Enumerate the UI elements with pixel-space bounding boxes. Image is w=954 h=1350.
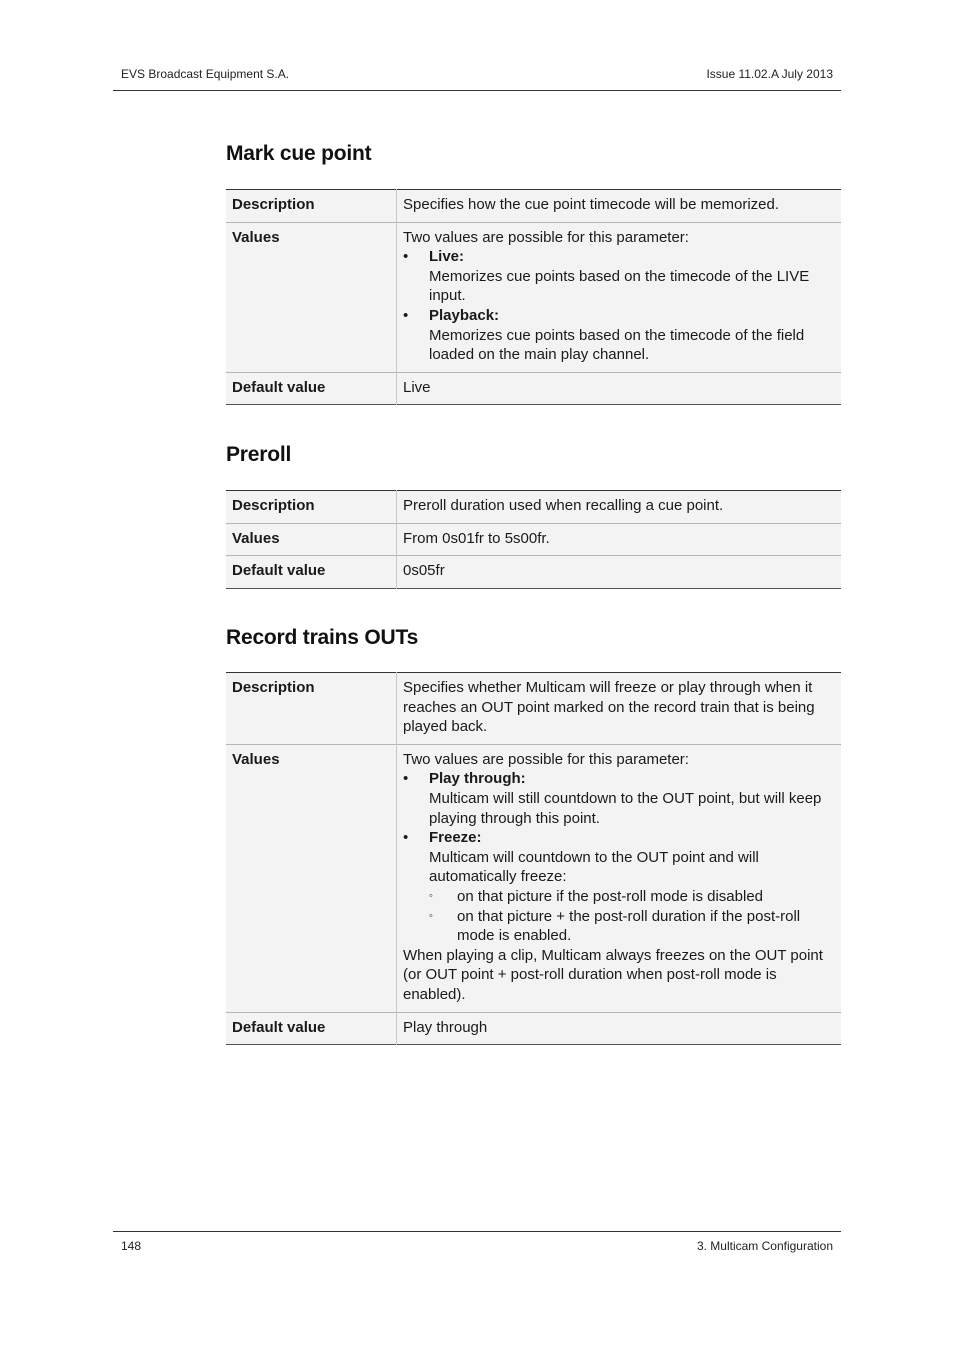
table-row: [226, 491, 841, 524]
row-label-default: Default value: [226, 372, 397, 405]
row-label-description: Description: [226, 673, 397, 745]
row-value-description: Specifies whether Multicam will freeze or play through when it reaches an OUT point marked on the record train that is being played back.: [397, 673, 842, 745]
sub-item-text: on that picture + the post-roll duration if the post-roll mode is enabled.: [457, 907, 801, 945]
list-item: [403, 306, 835, 365]
row-label-values: Values: [226, 744, 397, 1012]
row-value-values: [397, 222, 842, 372]
footer-page-number: 148: [121, 1239, 142, 1253]
table-row: [226, 523, 841, 556]
option-text: Multicam will countdown to the OUT point and will automatically freeze:: [429, 848, 759, 886]
table-row: [226, 673, 841, 745]
table-row: [226, 190, 841, 223]
row-label-description: Description: [226, 491, 397, 524]
section-title-preroll: Preroll: [226, 443, 292, 466]
header-issue: Issue 11.02.A July 2013: [706, 67, 833, 81]
option-text: Multicam will still countdown to the OUT point, but will keep playing through this point.: [429, 789, 822, 827]
sub-bullet-mark: ◦: [429, 889, 433, 902]
table-row: [226, 556, 841, 589]
section-title-record-trains-outs: Record trains OUTs: [226, 626, 419, 649]
row-label-values: Values: [226, 523, 397, 556]
header-company: EVS Broadcast Equipment S.A.: [121, 67, 290, 81]
option-title: Play through:: [429, 770, 526, 788]
option-text: Memorizes cue points based on the timecode of the field loaded on the main play channel.: [429, 326, 805, 364]
option-title: Freeze:: [429, 829, 482, 847]
row-label-values: Values: [226, 222, 397, 372]
table-row: [226, 372, 841, 405]
table-record-trains-outs: [226, 672, 841, 1045]
bullet-mark: •: [403, 829, 409, 847]
values-intro: Two values are possible for this parameter:: [403, 750, 689, 768]
row-value-default: Live: [397, 372, 842, 405]
table-row: [226, 1012, 841, 1045]
sub-list-item: [429, 887, 835, 907]
table-row: [226, 744, 841, 1012]
row-value-values: [397, 744, 842, 1012]
row-value-description: Specifies how the cue point timecode will be memorized.: [397, 190, 842, 223]
list-item: [403, 828, 835, 946]
row-value-values: From 0s01fr to 5s00fr.: [397, 523, 842, 556]
list-item: [403, 769, 835, 828]
row-label-default: Default value: [226, 1012, 397, 1045]
row-value-default: Play through: [397, 1012, 842, 1045]
option-text: Memorizes cue points based on the timecode of the LIVE input.: [429, 267, 810, 305]
row-value-default: 0s05fr: [397, 556, 842, 589]
table-mark-cue-point: [226, 189, 841, 405]
row-label-description: Description: [226, 190, 397, 223]
table-row: [226, 222, 841, 372]
sub-bullet-mark: ◦: [429, 909, 433, 922]
values-note: When playing a clip, Multicam always freezes on the OUT point (or OUT point + post-roll duration when post-roll mode is enabled).: [403, 946, 823, 1003]
page-footer: [113, 1231, 841, 1253]
bullet-mark: •: [403, 248, 409, 266]
bullet-mark: •: [403, 306, 409, 324]
bullet-mark: •: [403, 770, 409, 788]
row-label-default: Default value: [226, 556, 397, 589]
option-title: Live:: [429, 248, 465, 266]
list-item: [403, 247, 835, 306]
section-title-mark-cue-point: Mark cue point: [226, 142, 372, 165]
page-header: [113, 65, 841, 91]
sub-list-item: [429, 907, 835, 946]
option-title: Playback:: [429, 306, 500, 324]
row-value-description: Preroll duration used when recalling a cue point.: [397, 491, 842, 524]
sub-item-text: on that picture if the post-roll mode is disabled: [457, 887, 763, 905]
table-preroll: [226, 490, 841, 589]
values-intro: Two values are possible for this parameter:: [403, 228, 689, 246]
footer-chapter: 3. Multicam Configuration: [696, 1239, 833, 1253]
